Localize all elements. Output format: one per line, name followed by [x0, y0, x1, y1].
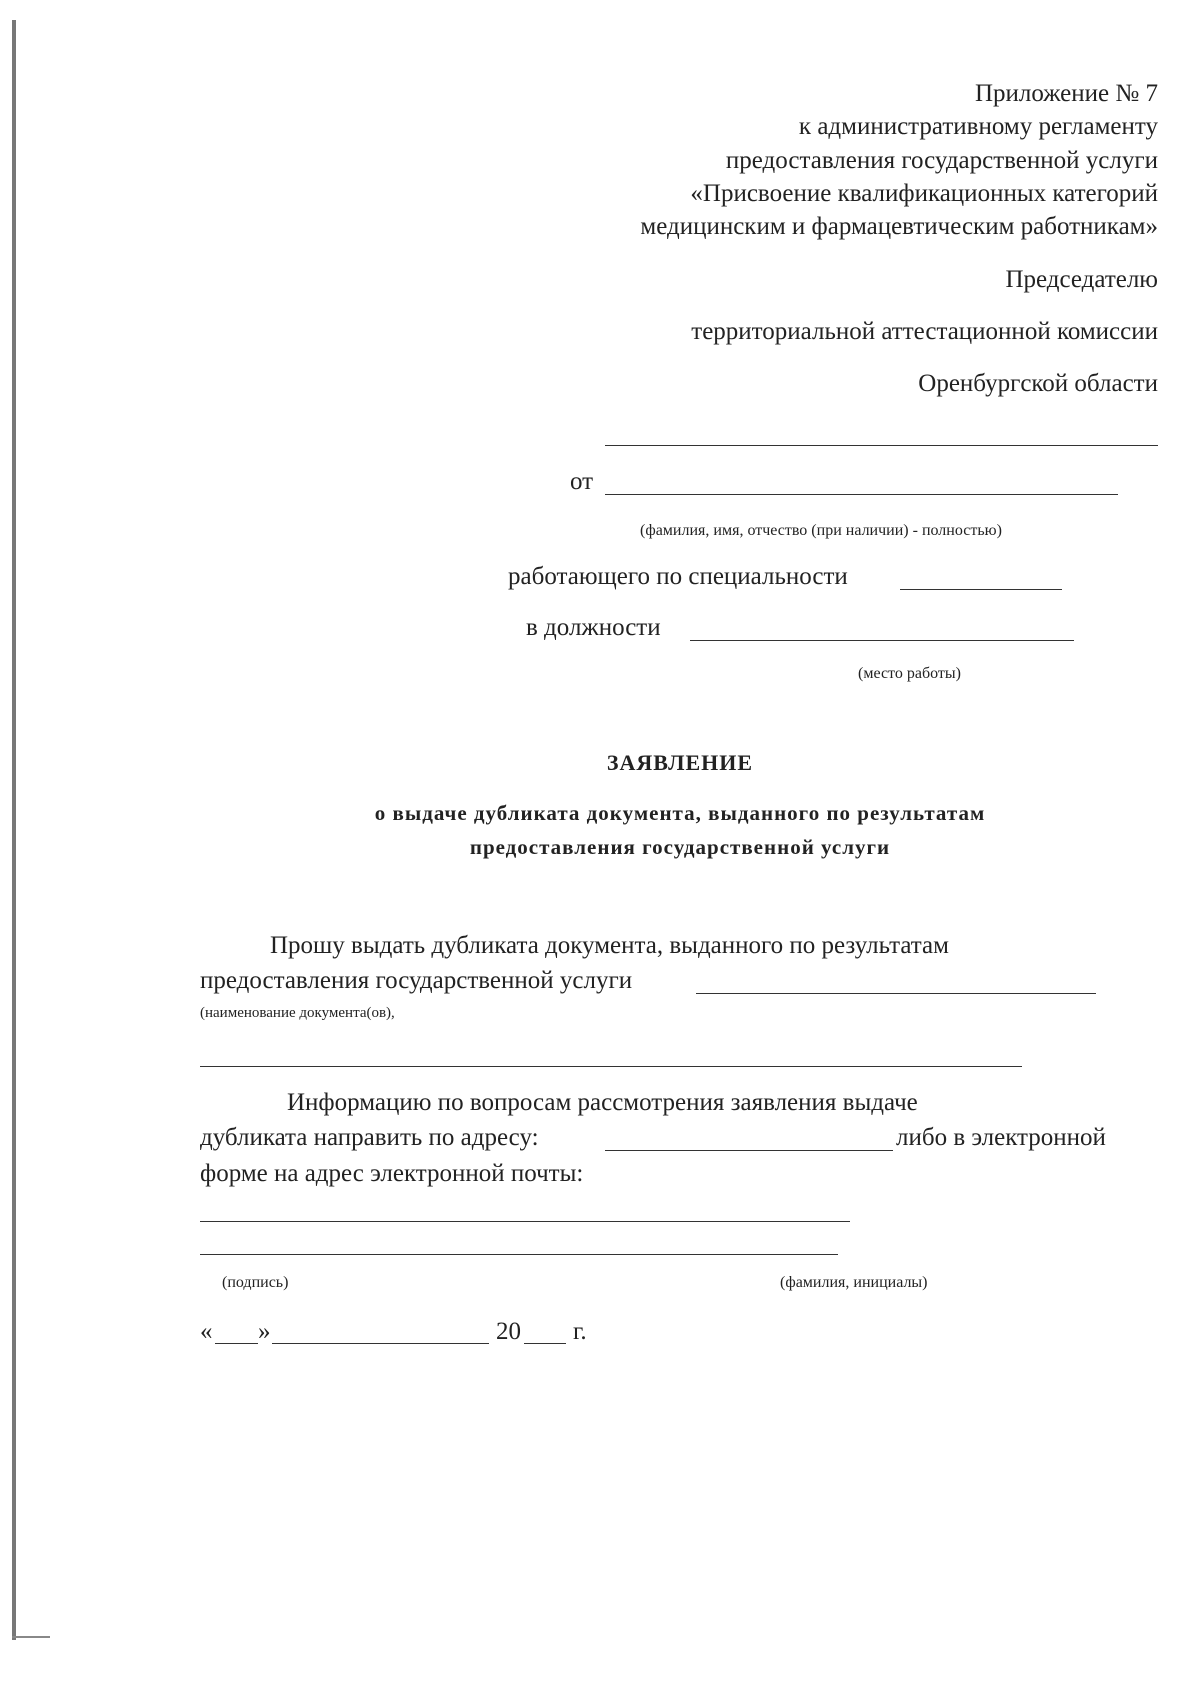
- document-name-line: [696, 993, 1096, 994]
- document-title: ЗАЯВЛЕНИЕ: [606, 750, 754, 775]
- scan-border-left: [12, 20, 16, 1640]
- document-subtitle: предоставления государственной услуги: [469, 835, 891, 859]
- document-subtitle: о выдаче дубликата документа, выданного по результатам: [374, 801, 986, 825]
- request-text: Прошу выдать дубликата документа, выданного по результатам: [270, 932, 949, 959]
- name-caption: (фамилия, инициалы): [780, 1274, 928, 1291]
- signature-line: [200, 1254, 838, 1255]
- date-month-line: [272, 1343, 489, 1344]
- addressee-name-line: [605, 445, 1158, 446]
- date-year-prefix: 20: [496, 1318, 521, 1345]
- date-year-suffix: г.: [573, 1318, 587, 1345]
- appendix-number: Приложение № 7: [974, 80, 1158, 107]
- appendix-line: предоставления государственной услуги: [725, 147, 1158, 174]
- appendix-line: к административному регламенту: [798, 113, 1158, 140]
- address-line: [605, 1150, 893, 1151]
- date-year-line: [524, 1343, 566, 1344]
- addressee-region: Оренбургской области: [918, 370, 1158, 397]
- document-name-caption: (наименование документа(ов),: [200, 1005, 395, 1021]
- info-text: дубликата направить по адресу:: [200, 1124, 539, 1151]
- date-quote-open: «: [200, 1318, 213, 1345]
- document-name-line-2: [200, 1066, 1022, 1067]
- fio-caption: (фамилия, имя, отчество (при наличии) - полностью): [640, 522, 1002, 539]
- email-line: [200, 1221, 850, 1222]
- appendix-line: «Присвоение квалификационных категорий: [690, 180, 1158, 207]
- date-day-line: [215, 1343, 258, 1344]
- position-line: [690, 640, 1074, 641]
- info-text: либо в электронной: [896, 1124, 1106, 1151]
- signature-caption: (подпись): [222, 1274, 289, 1291]
- addressee-title: Председателю: [1005, 266, 1158, 293]
- info-text: Информацию по вопросам рассмотрения заявления выдаче: [287, 1089, 918, 1116]
- specialty-label: работающего по специальности: [508, 563, 848, 590]
- date-quote-close: »: [258, 1318, 271, 1345]
- scan-border-foot: [12, 1636, 50, 1638]
- specialty-line: [900, 589, 1062, 590]
- appendix-line: медицинским и фармацевтическим работникам»: [640, 213, 1158, 240]
- position-label: в должности: [526, 614, 661, 641]
- from-label: от: [570, 468, 594, 495]
- request-text: предоставления государственной услуги: [200, 967, 633, 994]
- fio-line: [605, 494, 1118, 495]
- addressee-commission: территориальной аттестационной комиссии: [691, 318, 1158, 345]
- info-text: форме на адрес электронной почты:: [200, 1160, 584, 1187]
- workplace-caption: (место работы): [858, 665, 961, 682]
